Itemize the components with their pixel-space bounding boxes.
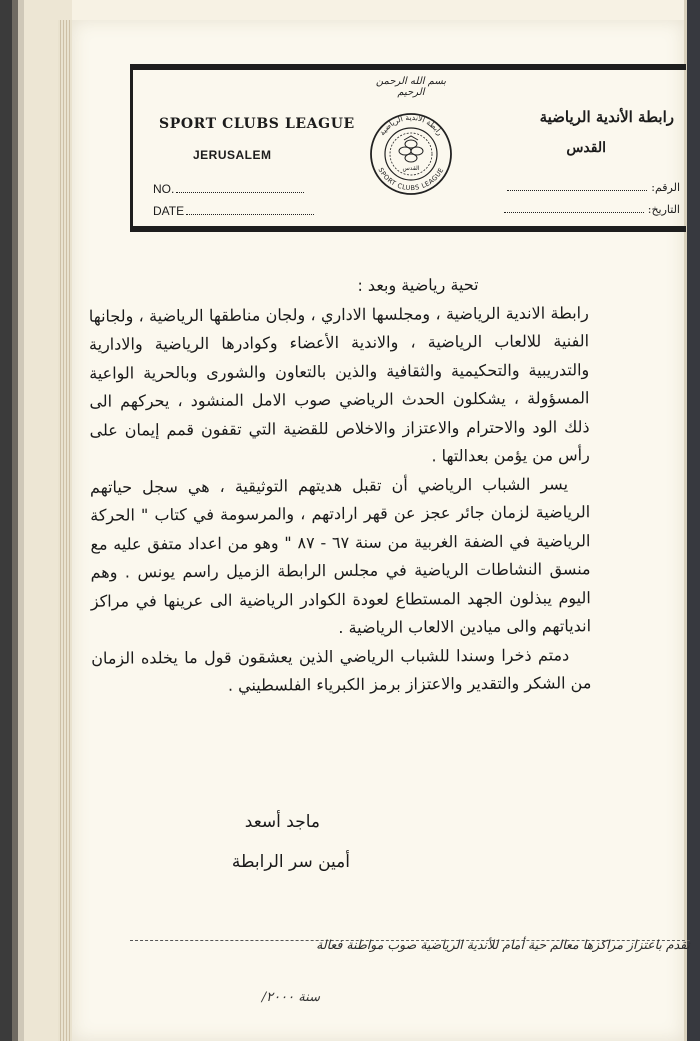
signatory-name: ماجد أسعد xyxy=(244,812,320,832)
letter-paragraph-3: دمتم ذخرا وسندا للشباب الرياضي الذين يعشقون قول ما يخلده الزمان من الشكر والتقدير والاعتزاز برمز الكبرياء الفلسطيني . xyxy=(91,644,592,695)
letterhead xyxy=(130,64,686,232)
letter-body xyxy=(89,270,592,701)
date-dots xyxy=(186,204,314,215)
binding-right xyxy=(684,0,700,1041)
page-edges xyxy=(58,20,72,1041)
signature-block xyxy=(150,812,350,872)
reference-number-dots xyxy=(176,182,304,193)
letter-paragraph-1: رابطة الاندية الرياضية ، ومجلسها الاداري ، ولجان مناطقها الرياضية ، ولجانها الفنية للالعاب الرياضية ، والاندية الأعضاء وكوادرها الرياضية والادارية والتدريبية والتحكيمية والثقافية والذين بالتعاون والشورى وبالحرية الواعية المسؤولة ، يشكلون الحدث الرياضي صوب الامل المنشود ، يحركهم الى ذلك الود والاحترام والاعتزاز والاخلاص للقضية التي تقفون قمم إيمان على رأس من يؤمن بعدالتها . xyxy=(88,302,590,466)
reference-number-field xyxy=(153,182,304,196)
date-label: DATE xyxy=(153,204,185,218)
org-name-arabic: رابطة الأندية الرياضية xyxy=(539,108,674,126)
handwritten-annotation-sign: سنة ٢٠٠٠/ xyxy=(261,990,320,1005)
seal-city-text: القدس xyxy=(402,165,420,172)
basmala: بسم الله الرحمن الرحيم xyxy=(375,76,447,98)
seal-english-text: SPORT CLUBS LEAGUE xyxy=(376,166,446,193)
letter-paragraph-2: يسر الشباب الرياضي أن تقبل هديتهم التوثيقية ، هي سجل حياتهم الرياضية لزمان جائر عجز عن قهر ارادتهم ، والمرسومة في كتاب " الحركة الرياضية في الضفة الغربية من سنة ٦٧ - ٨٧ " وهو من اعداد متفق عليه مع منسق النشاطات الرياضية في مجلس الرابطة الزميل راسم يونس . وهم اليوم يبذلون الجهد المستطاع لعودة الكوادر الرياضية الى عرينها في مراكز اندياتهم والى ميادين الالعاب الرياضية . xyxy=(89,473,592,638)
org-city-arabic: القدس xyxy=(566,140,606,156)
org-city-english: JERUSALEM xyxy=(193,148,272,162)
reference-number-field-arabic xyxy=(507,180,680,194)
svg-text:رابطة الاندية الرياضية xyxy=(377,113,444,137)
handwritten-annotation: نقدم باعتزاز مراكزها معالم حية أمام للأندية الرياضية صوب مواطنة فعالة xyxy=(316,937,690,952)
reference-number-label-arabic: الرقم: xyxy=(651,181,680,194)
date-label-arabic: التاريخ: xyxy=(647,203,680,216)
league-seal-icon xyxy=(367,96,455,208)
date-field-arabic xyxy=(504,202,680,216)
letter-greeting: تحية رياضية وبعد : xyxy=(357,275,479,295)
org-name-english: SPORT CLUBS LEAGUE xyxy=(159,116,355,132)
reference-number-label: NO. xyxy=(153,182,175,196)
reference-number-dots-arabic xyxy=(507,180,647,191)
signatory-title: أمين سر الرابطة xyxy=(231,852,350,872)
seal-arabic-text: رابطة الاندية الرياضية xyxy=(377,112,445,138)
date-field xyxy=(153,204,314,218)
date-dots-arabic xyxy=(504,202,644,213)
emblem xyxy=(361,74,461,234)
